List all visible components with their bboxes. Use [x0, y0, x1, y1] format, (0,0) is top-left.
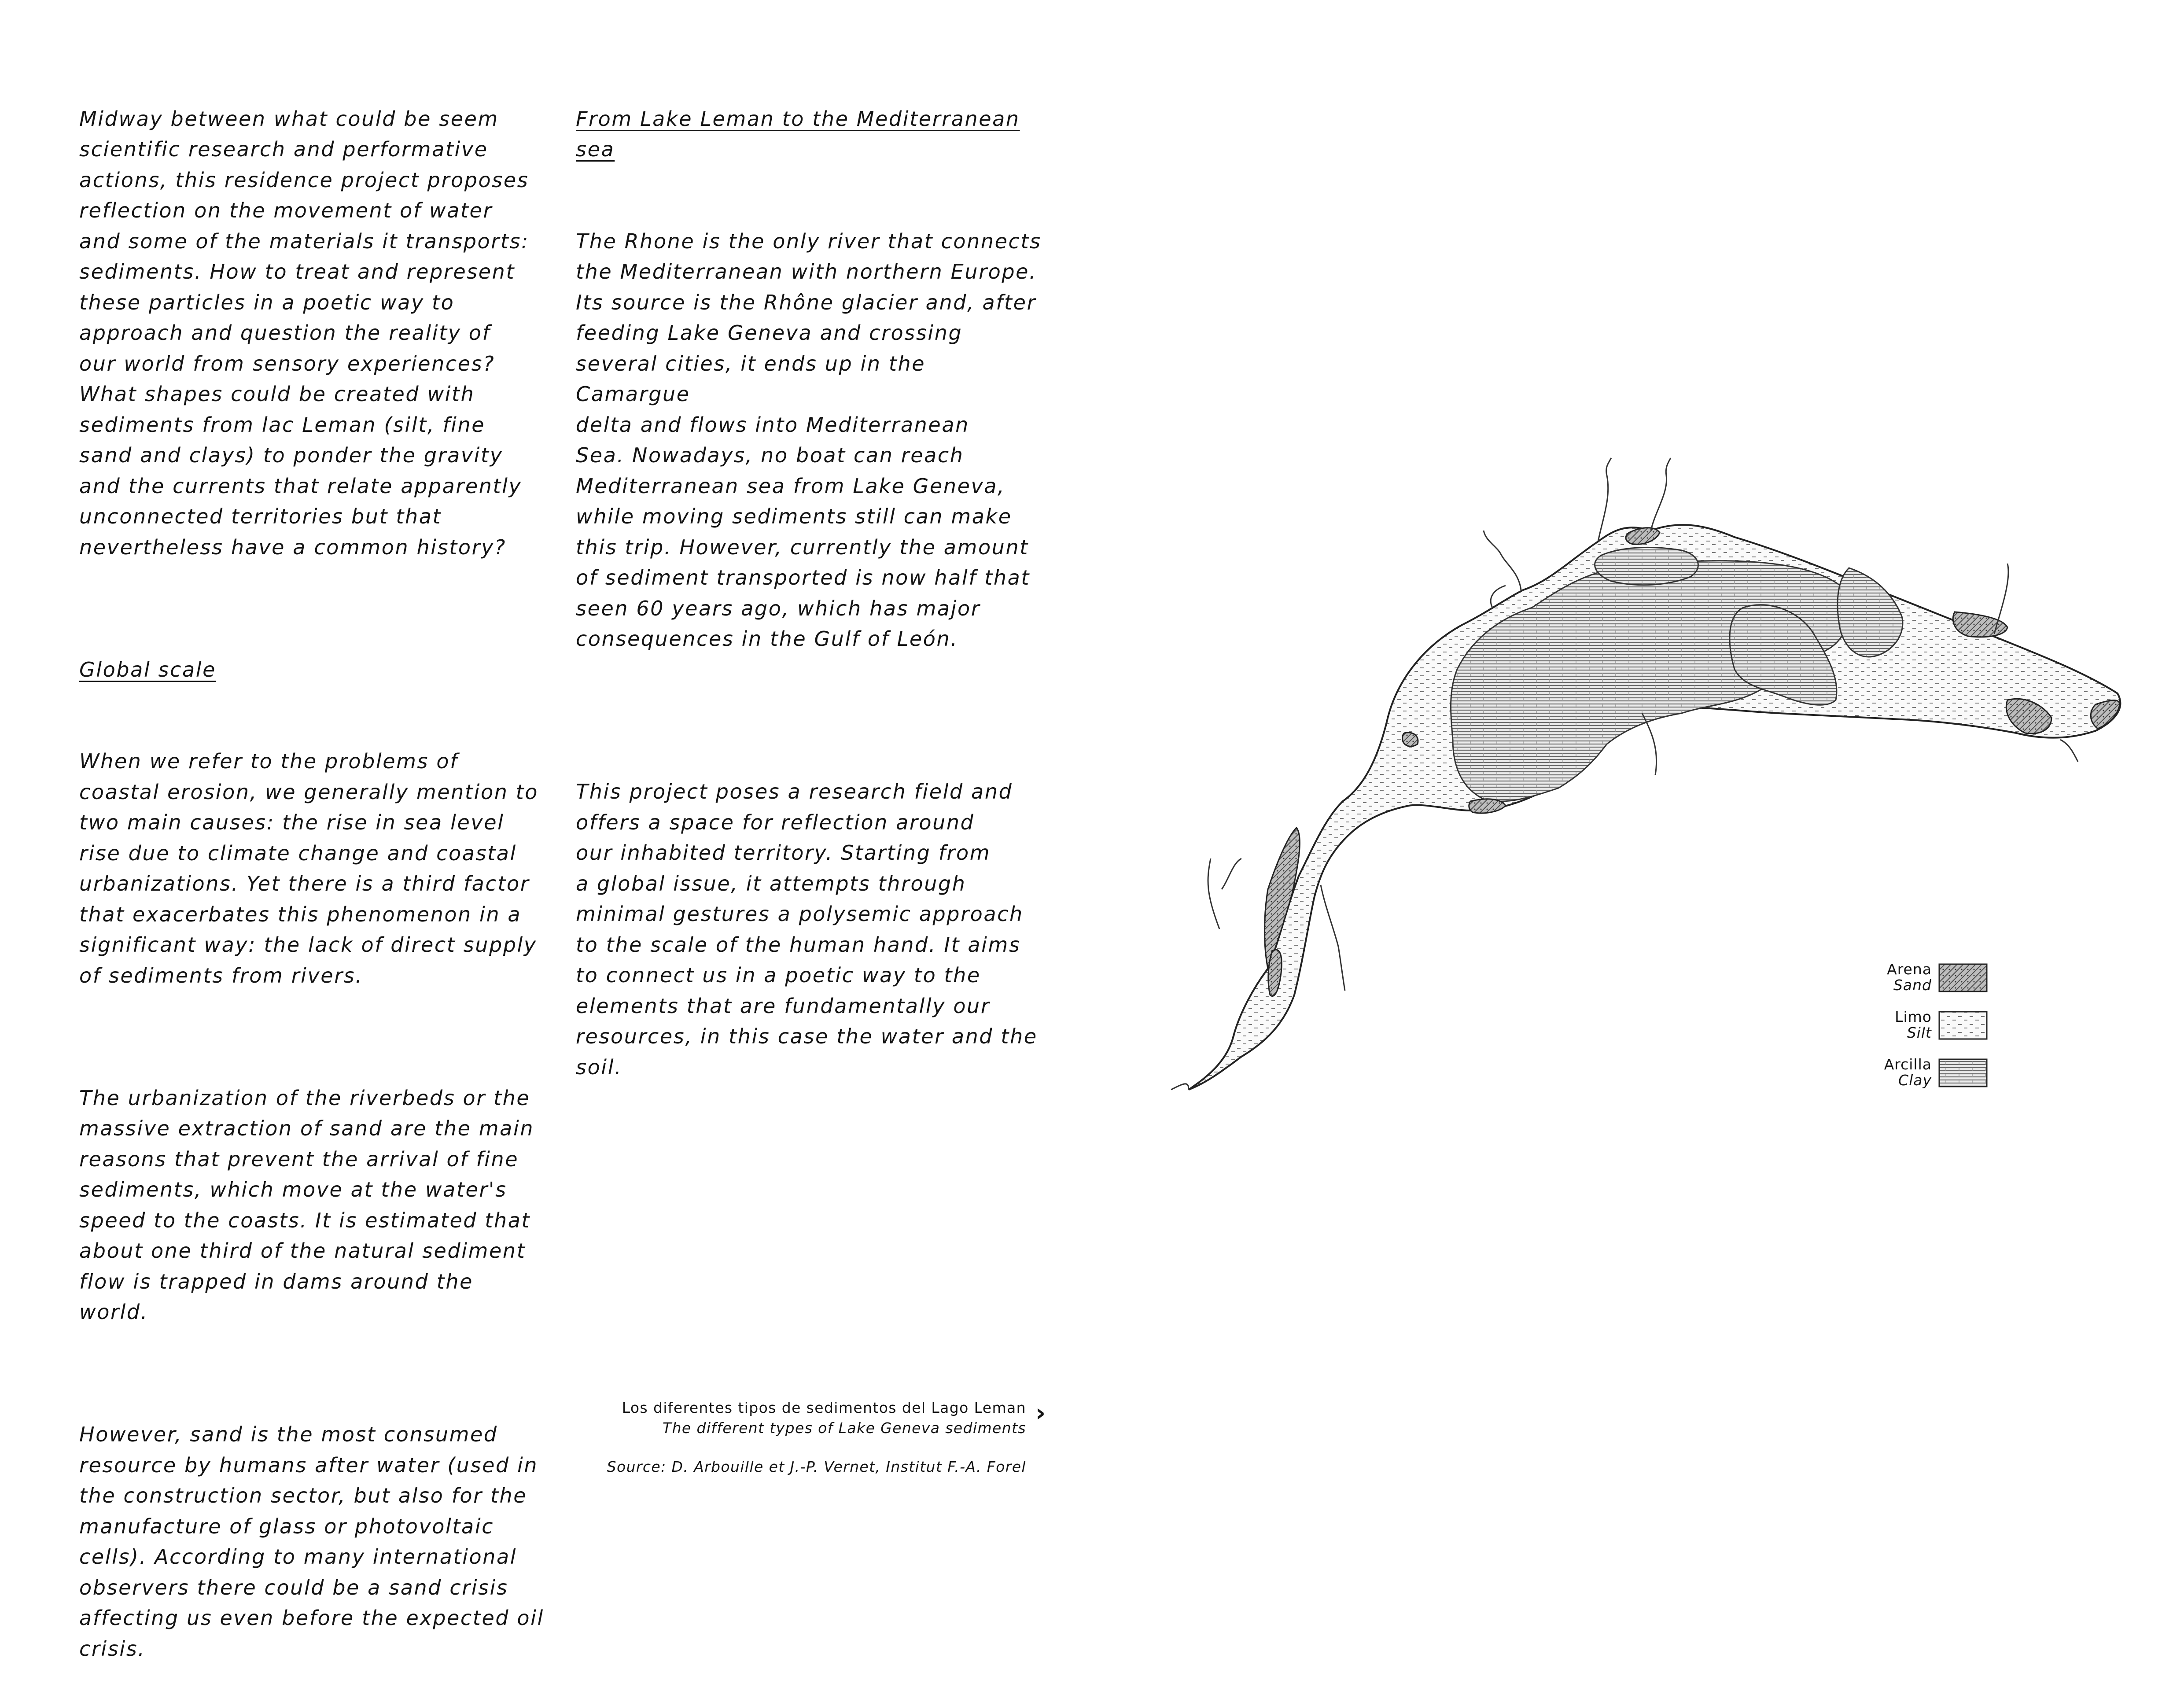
clay-region-east — [1838, 568, 1903, 657]
legend-label-sand: Arena Sand — [1887, 961, 1932, 994]
caption-english: The different types of Lake Geneva sediments — [663, 1419, 1026, 1437]
rhone-heading: From Lake Leman to the Mediterranean sea — [576, 107, 1020, 161]
caption-spanish: Los diferentes tipos de sedimentos del Lago Leman — [622, 1399, 1026, 1416]
map-source: Source: D. Arbouille et J.-P. Vernet, Institut F.-A. Forel — [607, 1458, 1026, 1475]
sand-crisis-paragraph: However, sand is the most consumed resource by humans after water (used in the construction sector, but also for the manufacture of glass or photovoltaic cells). According to many international observers there could be a sand crisis affecting us even before the expected oil crisis. — [79, 1422, 544, 1661]
urbanization-paragraph: The urbanization of the riverbeds or the massive extraction of sand are the main reasons that prevent the arrival of fine sediments, which move at the water's speed to the coasts. It is estimated that about one third of the natural sediment flow is trapped in dams around the world. — [79, 1086, 534, 1324]
clay-region-north — [1595, 547, 1698, 585]
legend-swatch-clay — [1939, 1059, 1987, 1087]
legend-label-clay: Arcilla Clay — [1884, 1056, 1932, 1089]
project-paragraph: This project poses a research field and offers a space for reflection around our inhabited territory. Starting from a global issue, it attempts through minimal gestures a polysemic approach to the scale of the human hand. It aims to connect us in a poetic way to the elements that are fundamentally our resources, in this case the water and the soil. — [576, 780, 1038, 1079]
intro-paragraph: Midway between what could be seem scientific research and performative actions, this residence project proposes reflection on the movement of water and some of the materials it transports: sediments. How to treat and represent these particles in a poetic way to approach and question the reality of our world from sensory experiences? What shapes could be created with sediments from lac Leman (silt, fine sand and clays) to ponder the gravity and the currents that relate apparently unconnected territories but that nevertheless have a common history? — [79, 107, 530, 559]
sand-region-south — [1469, 799, 1506, 813]
global-scale-heading: Global scale — [79, 657, 217, 682]
legend-swatch-sand — [1939, 964, 1987, 991]
sand-region-east-tip — [2091, 700, 2120, 729]
legend-swatch-silt — [1939, 1012, 1987, 1039]
sand-region-islet — [1403, 733, 1418, 746]
chevron-right-icon: › — [1035, 1399, 1046, 1427]
legend-label-silt: Limo Silt — [1895, 1008, 1932, 1041]
rhone-paragraph: The Rhone is the only river that connects the Mediterranean with northern Europe. Its source is the Rhône glacier and, after feeding Lake Geneva and crossing several cities, it ends up in the Camargue delta and flows into Mediterranean Sea. Nowadays, no boat can reach Mediterranean sea from Lake Geneva, while moving sediments still can make this trip. However, currently the amount of sediment transported is now half that seen 60 years ago, which has major consequences in the Gulf of León. — [576, 229, 1042, 651]
coastal-erosion-paragraph: When we refer to the problems of coastal erosion, we generally mention to two main causes: the rise in sea level rise due to climate change and coastal urbanizations. Yet there is a third factor that exacerbates this phenomenon in a significant way: the lack of direct supply of sediments from rivers. — [79, 749, 539, 988]
